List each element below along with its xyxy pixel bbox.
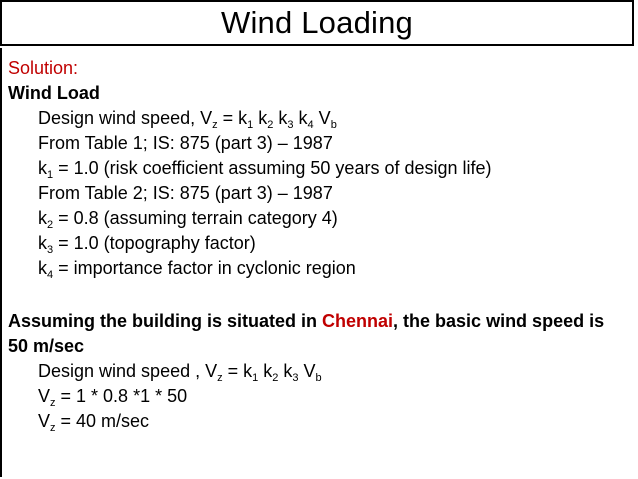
solution-label: Solution: — [8, 58, 79, 78]
slide-content — [0, 48, 634, 477]
k4-line: $k_4$ = importance factor in cyclonic region — [38, 258, 356, 281]
section-heading: Wind Load — [8, 83, 100, 103]
calc-substitution-line: $V_z = 1 * 0.8$ *1 * 50 — [38, 386, 188, 409]
table1-line: From Table 1; IS: 875 (part 3) – 1987 — [38, 133, 333, 153]
slide-title: Wind Loading — [221, 5, 413, 40]
k1-line: $k_1 = 1.0$ (risk coefficient assuming 50 years of design life) — [38, 158, 492, 181]
calc-formula-line: Design wind speed , $V_z = k_1$ $k_2$ $k_3$ $V_b$ — [38, 361, 322, 384]
design-speed-formula: Design wind speed, $V_z = k_1$ $k_2$ $k_3$ $k_4$ $V_b$ — [38, 108, 337, 131]
assumption-line-1: Assuming the building is situated in Chennai, the basic wind speed is — [8, 311, 605, 331]
calc-result-line: $V_z = 40$ m/sec — [38, 411, 150, 434]
city-highlight: Chennai — [322, 311, 394, 331]
table2-line: From Table 2; IS: 875 (part 3) – 1987 — [38, 183, 333, 203]
assumption-line-2: 50 m/sec — [8, 336, 85, 356]
k2-line: $k_2 = 0.8$ (assuming terrain category 4) — [38, 208, 338, 231]
k3-line: $k_3 = 1.0$ (topography factor) — [38, 233, 256, 256]
slide-title-box — [0, 0, 634, 46]
